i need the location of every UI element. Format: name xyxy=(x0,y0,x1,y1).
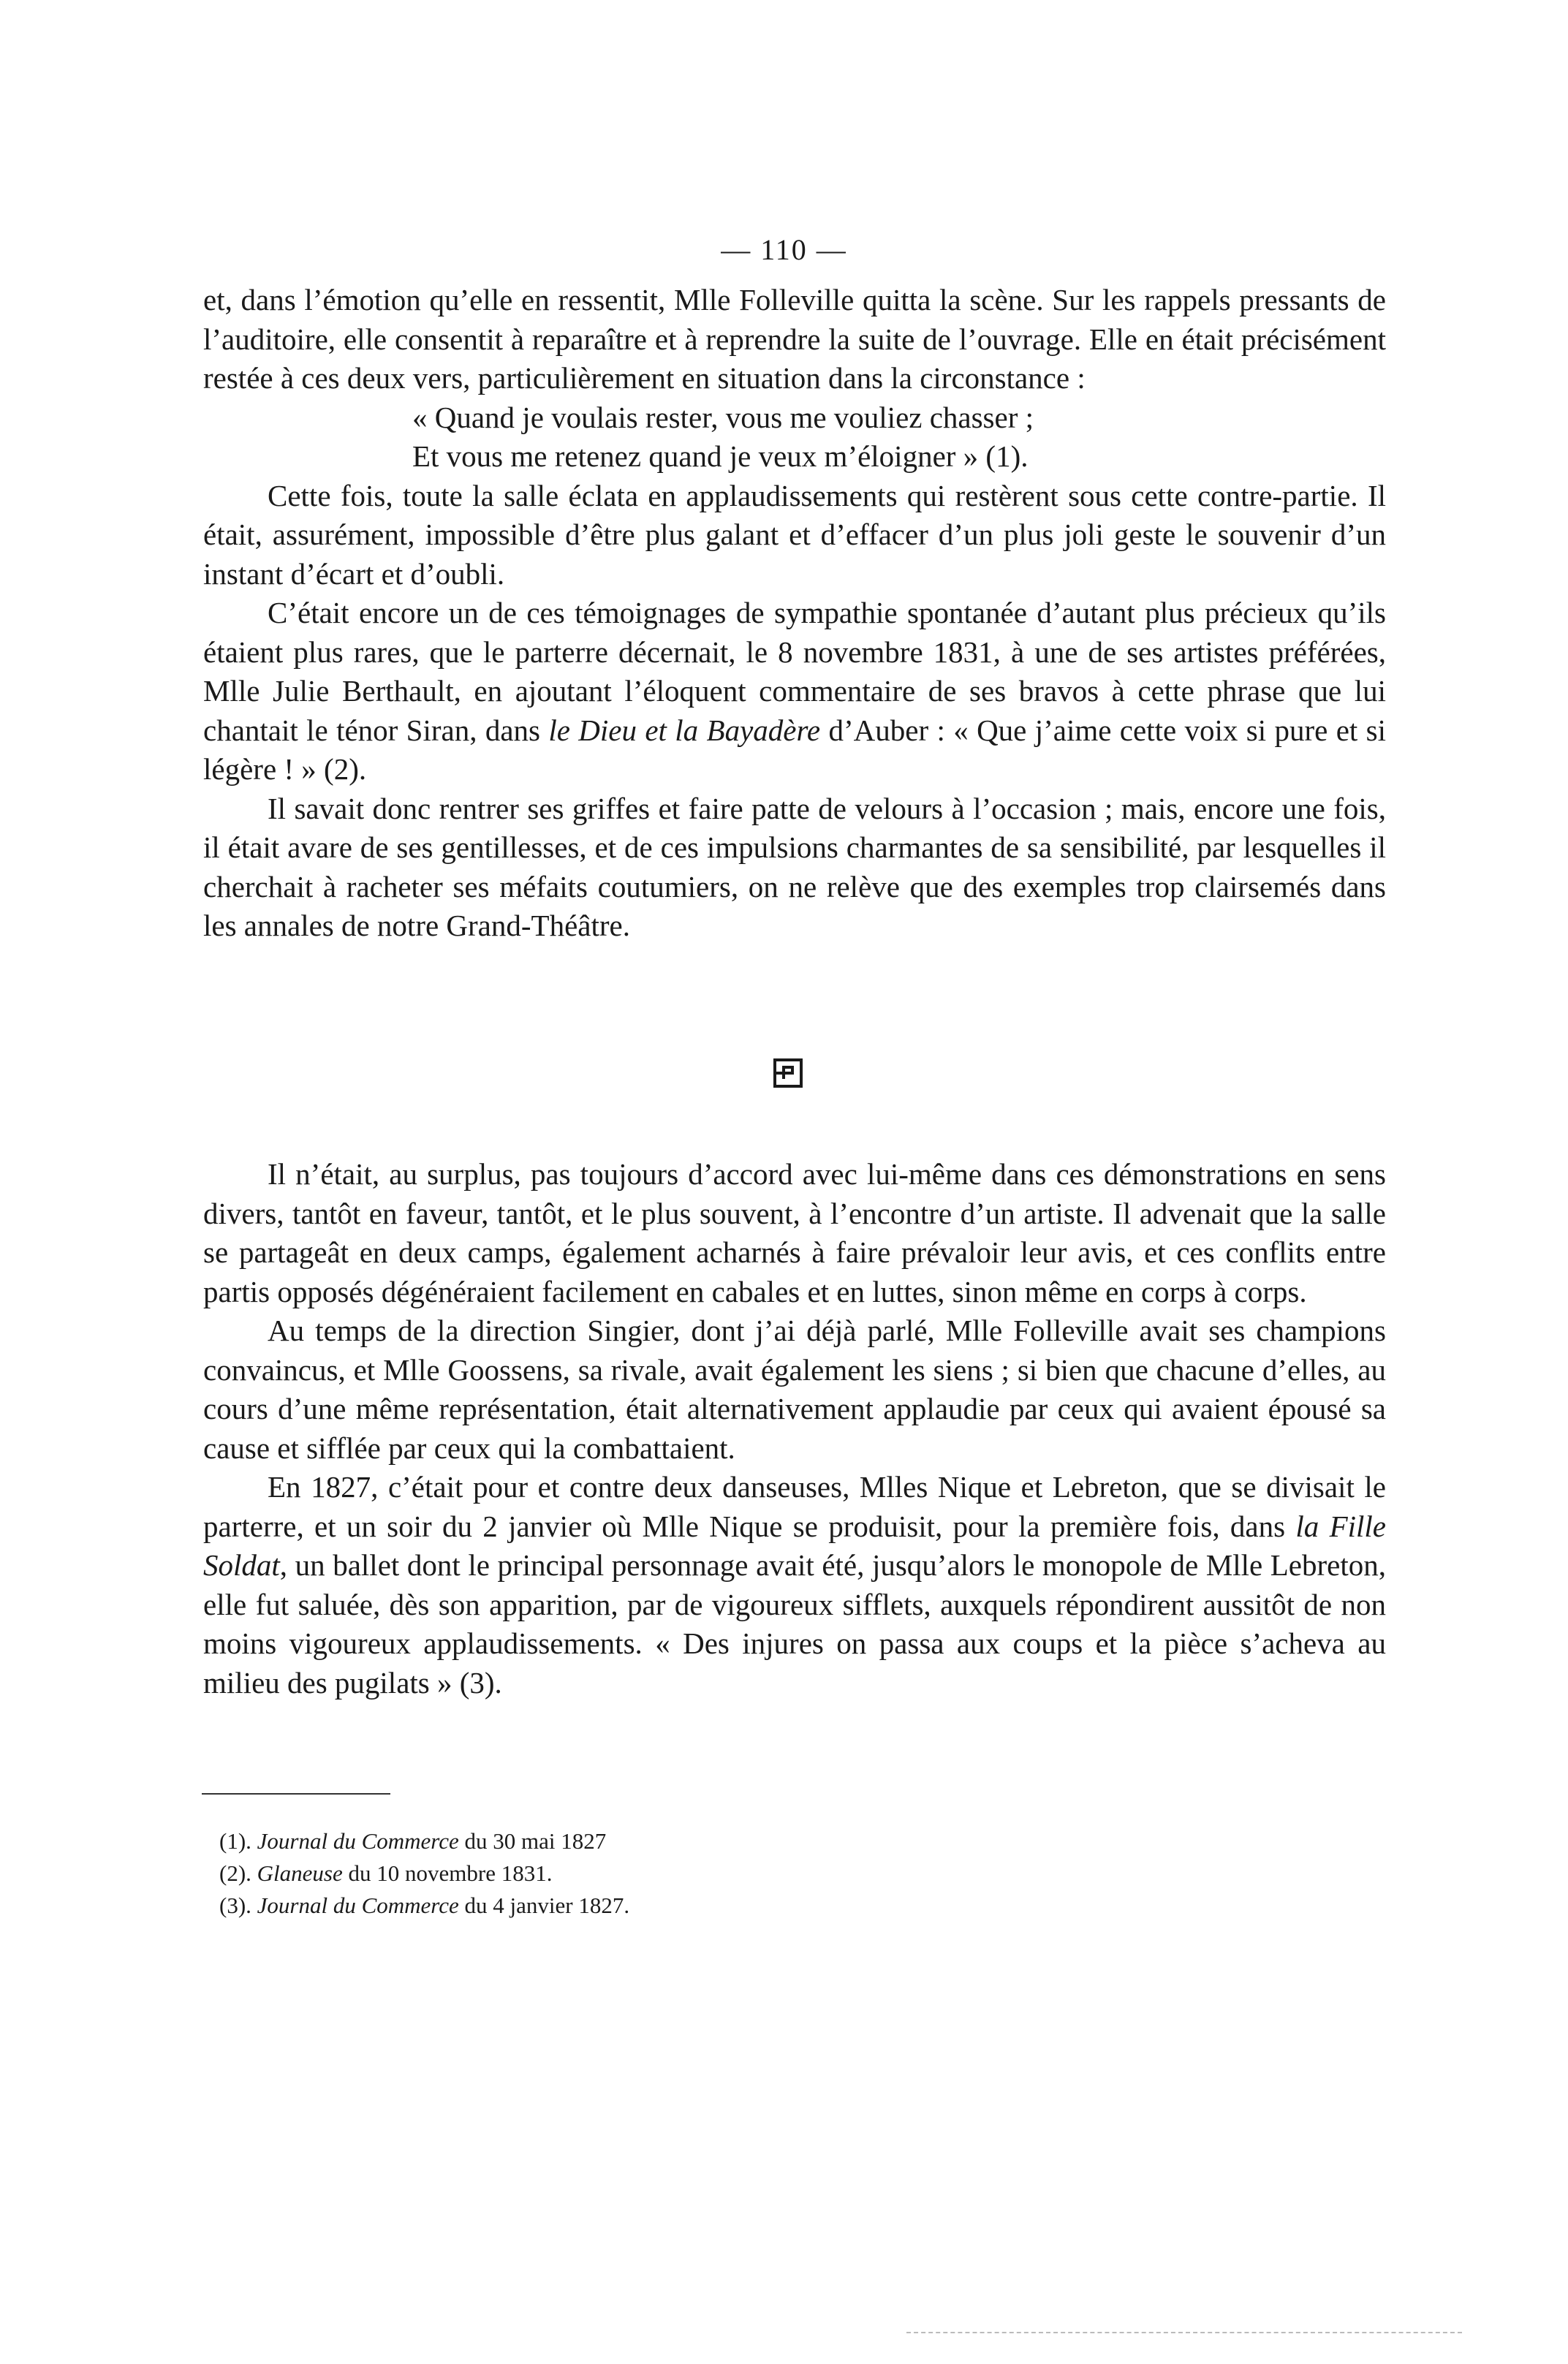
opera-title: le Dieu et la Bayadère xyxy=(548,713,821,747)
verse-line: « Quand je voulais rester, vous me vouliez chasser ; xyxy=(412,400,1034,434)
footnotes xyxy=(219,1825,1243,1922)
paragraph-text: , un ballet dont le principal personnage avait été, jusqu’alors le monopole de Mlle Lebreton, elle fut saluée, dès son apparition, par de vigoureux sifflets, auxquels répondirent aussitôt de non moins vigoureux applaudissements. « Des injures on passa aux coups et la pièce s’acheva au milieu des pugilats » (3). xyxy=(203,1548,1386,1700)
footnote-text: du 4 janvier 1827. xyxy=(458,1893,630,1918)
footnote-number: (2). xyxy=(219,1860,251,1886)
ballet-title: la Fille Soldat xyxy=(203,1509,1386,1582)
paragraph xyxy=(203,1468,1386,1702)
footnote-number: (3). xyxy=(219,1893,251,1918)
footnote xyxy=(219,1890,1243,1922)
footnote xyxy=(219,1857,1243,1890)
page-number: — 110 — xyxy=(721,233,847,266)
footnote-rule xyxy=(202,1793,390,1795)
footnote-text: du 10 novembre 1831. xyxy=(342,1860,553,1886)
paragraph-text: C’était encore un de ces témoignages de sympathie spontanée d’autant plus précieux qu’ils étaient plus rares, que le parterre décernait, le 8 novembre 1831, à une de ses artistes préférées, Mlle Julie Berthault, en ajoutant l’éloquent commentaire de ses bravos à cette phrase que lui chantait le ténor Siran, dans xyxy=(203,596,1386,747)
footnote-source: Journal du Commerce xyxy=(257,1893,459,1918)
footnote-source: Journal du Commerce xyxy=(257,1828,459,1854)
verse-line: Et vous me retenez quand je veux m’éloigner » (1). xyxy=(412,439,1029,473)
footnote-source: Glaneuse xyxy=(257,1860,343,1886)
paragraph-text: d’Auber : « Que j’aime cette voix si pure et si légère ! » (2). xyxy=(203,713,1387,786)
paragraph xyxy=(203,594,1386,789)
paragraph: Il savait donc rentrer ses griffes et faire patte de velours à l’occasion ; mais, encore une fois, il était avare de ses gentillesses, et de ces impulsions charmantes de sa sensibilité, par lesquelles il cherchait à racheter ses méfaits coutumiers, on ne relève que des exemples trop clairsemés dans les annales de notre Grand-Théâtre. xyxy=(203,791,1386,942)
footnote-number: (1). xyxy=(219,1828,251,1854)
footnote xyxy=(219,1825,1243,1857)
text-block-upper xyxy=(203,281,1386,946)
footnote-text: du 30 mai 1827 xyxy=(458,1828,607,1854)
paragraph: et, dans l’émotion qu’elle en ressentit, Mlle Folleville quitta la scène. Sur les rappels pressants de l’auditoire, elle consentit à reparaître et à reprendre la suite de l’ouvrage. Elle en était précisément restée à ces deux vers, particulièrement en situation dans la circonstance : xyxy=(203,283,1386,395)
paragraph: Au temps de la direction Singier, dont j’ai déjà parlé, Mlle Folleville avait ses champions convaincus, et Mlle Goossens, sa rivale, avait également les siens ; si bien que chacune d’elles, au cours d’une même représentation, était alternativement applaudie par ceux qui avaient épousé sa cause et sifflée par ceux qui la combattaient. xyxy=(203,1314,1386,1465)
section-ornament-icon xyxy=(773,1058,803,1088)
paragraph-text: En 1827, c’était pour et contre deux danseuses, Mlles Nique et Lebreton, que se divisait le parterre, et un soir du 2 janvier où Mlle Nique se produisit, pour la première fois, dans xyxy=(203,1470,1386,1543)
paragraph: Cette fois, toute la salle éclata en applaudissements qui restèrent sous cette contre-partie. Il était, assurément, impossible d’être plus galant et d’effacer d’un plus joli geste le souvenir d’un instant d’écart et d’oubli. xyxy=(203,478,1386,591)
scan-artifact xyxy=(906,2332,1462,2336)
paragraph: Il n’était, au surplus, pas toujours d’accord avec lui-même dans ces démonstrations en sens divers, tantôt en faveur, tantôt, et le plus souvent, à l’encontre d’un artiste. Il advenait que la salle se partageât en deux camps, également acharnés à faire prévaloir leur avis, et ces conflits entre partis opposés dégénéraient facilement en cabales et en luttes, sinon même en corps à corps. xyxy=(203,1157,1386,1308)
text-block-lower xyxy=(203,1155,1386,1702)
